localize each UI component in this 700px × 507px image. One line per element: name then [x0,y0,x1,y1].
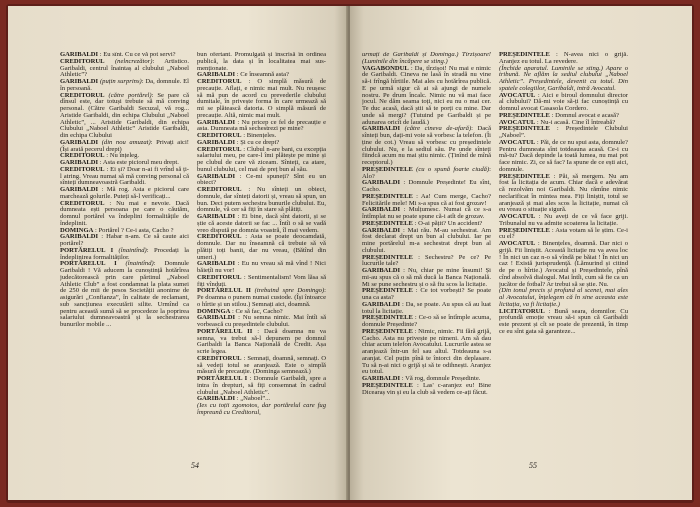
dialogue-text: : Nu mai e nevoie. Dacă dumneata ești persoana pe care o căutăm, domnul portărel va îndeplini formalitățile de îndeplinit. [60,199,189,227]
dialogue-line [197,356,326,376]
dialogue-line [499,66,628,93]
dialogue-line [499,288,628,308]
speaker-name: GARIBALDI [197,138,236,146]
speaker-name: GARIBALDI [60,78,99,85]
dialogue-text: : Domnule Președinte! Eu sînt, Cacho. [362,179,491,193]
speaker-name: VAGABONDUL [362,64,409,72]
dialogue-line [362,268,491,288]
dialogue-line [197,261,326,275]
dialogue-text: : O-ai pățit? Un accident? [414,219,483,227]
dialogue-text: : Ce-mi spuneți? Sînt eu un obiect? [197,172,326,187]
dialogue-text: : O simplă măsură de precauție. Aflați, e nimic mai mult. Nu reușesc să mă pun de acord cu prevederile clubului dumitale, în privește forma în care urmează să mi se plătească datoria. O simplă măsură de precauție. Altă, nimic mai mult. [197,78,326,119]
dialogue-line [197,315,326,329]
dialogue-text: : Dacă doamna nu va semna, va trebui să-l depunem pe domnul Garibaldi la Banca Națională de Credit. Așa scrie legea. [197,327,326,355]
stage-direction: (către cineva de-afară) [404,125,472,133]
speaker-name: CREDITORUL [60,152,105,160]
dialogue-text: : Domnule Garibaldi, spre a intra în drepturi, să fiți consemnat în cadrul clubului „Naboel Athletic”. [197,375,326,396]
dialogue-line [362,52,491,66]
stage-direction: (Închide aparatul. Luminile se sting.) Apare o tribună. Ne aflăm la sediul clubului „Naboel Athletic”. Președintele, devenit cu totul. Din spatele colegiilor, Garibaldi, intră Avocatul. [499,64,628,92]
dialogue-text: : Da, tîrzișoi! Nu mai e nimic de Garibaldi. Cineva ne lasă în stradă nu vine să-i frîngă hîrtiile. Mai ales cu hotărîrea publică. E pe urmă sigur că ai să ajungi de numele nostru. Pe drum încalc. Nimic nu vă mai face jocul. Ne dăm seama toți, nici eu nu o mai cer. Te duc acasă, dacă știi să te porți cu mine. Dar unde să mergi? (Tutuind pe Garibaldi și pe adunarea oricît de laudă.) [362,64,491,126]
dialogue-text: : Președintele Clubului „Naboel”. [499,125,628,139]
dialogue-text: : Alo? [362,165,491,180]
dialogue-line [499,140,628,174]
dialogue-line [197,187,326,214]
dialogue-line [499,309,628,336]
left-page-columns [60,52,326,456]
dialogue-line [60,234,189,248]
dialogue-text: : Mai rău. M-au sechestrat. Am fost declarat drept un bun al clubului. Iar pe mine portărelul m-a sechestrat drept bun al clubului. [362,226,491,254]
dialogue-text: : Nu pricep ce fel de precauție e asta. Dumneata mă sechestrezi pe mine? [197,118,326,133]
speaker-name: CREDITORUL [60,57,105,65]
dialogue-line [362,302,491,316]
page-number: 54 [191,461,199,470]
dialogue-line [362,167,491,181]
left-column-1 [60,52,189,456]
dialogue-line [499,228,628,242]
dialogue-text: : Ce tot vorbești? Se poate una ca asta? [362,287,491,301]
dialogue-line [60,187,189,201]
stage-direction: (puțin surprins) [99,78,142,85]
dialogue-text: : Păi, să mergem. Nu am fost la licitația de acum. Chiar dacă e adevărat că rezolvăm noi Garibaldi. Nu rămîne nimic neclarificat în mintea mea. Fiți liniștit, totul se aranjează și mai ales scos la licitație, numai că eu vreau o situație sigură. [499,172,628,214]
dialogue-line [60,59,189,79]
right-column-1 [362,52,491,456]
stage-direction: (Din tonul precis și profund al scenei, mai ales al Avocatului, înțelegem că în sine aceasta este licitația, va fi licitație.) [499,287,628,308]
speaker-name: GARIBALDI [60,52,99,58]
speaker-name: GARIBALDI [197,314,236,322]
dialogue-line [197,147,326,174]
dialogue-text: : Eu sînt. Cu ce vă pot servi? [99,52,176,58]
speaker-name: GARIBALDI [60,186,99,193]
speaker-name: GARIBALDI [197,118,236,126]
speaker-name: PREȘEDINTELE [362,192,413,200]
dialogue-line [499,174,628,215]
dialogue-line [60,93,189,140]
dialogue-line [499,93,628,113]
dialogue-text: bun ofertant. Promulgată și înscrisă în ordinea publică, la data și în localitatea mai sus-menționate. [197,52,326,72]
dialogue-line [60,261,189,329]
speaker-name: AVOCATUL [499,138,536,146]
speaker-name: GARIBALDI [197,172,236,180]
dialogue-line [197,329,326,356]
dialogue-text: : Ce înseamnă asta? [236,71,289,79]
dialogue-text: : Ce să fac, Cacho? [232,307,283,315]
stage-direction: (din nou amuzat) [101,138,151,146]
dialogue-text: : Procedați la îndeplinirea formalităților. [60,246,189,261]
dialogue-text: : Artistico. Garibaldi, centrul înaintaș al clubului „Naboel Athletic”? [60,57,189,79]
speaker-name: PREȘEDINTELE [362,327,413,335]
dialogue-text: : Aici e biroul domnului director al clubului? Dă-mi voie să-ți fac cunoștință cu domnul avocat Casasola Cordero. [499,91,628,112]
speaker-name: CREDITORUL [197,273,242,281]
speaker-name: GARIBALDI [60,159,99,166]
dialogue-text: : Ei bine, dacă sînt datorii, și se știe că aceste datorii se fac ... Întîi o să se vadă vreo dispută pe domnia voastră, îl mai vedem. [197,213,326,234]
speaker-name: CREDITORUL [197,145,242,153]
speaker-name: PREȘEDINTELE [499,111,550,119]
speaker-name: PREȘEDINTELE [362,314,413,322]
dialogue-line [362,126,491,167]
dialogue-text: : Ce-o să se întîmple acuma, domnule Președinte? [362,314,491,328]
dialogue-text: : Nu înțeleg. [106,152,140,160]
right-page-columns [362,52,628,456]
dialogue-text: : Portărel ? Ce-i asta, Cacho ? [95,226,174,234]
dialogue-text: : Asta se poate deocamdată, domnule. Dar nu înseamnă că trebuie să vă plătiți toți banii, dar nu vreau, (Bătînd din umeri.) [197,233,326,261]
speaker-name: GARIBALDI [362,206,401,214]
stage-direction: (înaintînd) [118,246,147,254]
speaker-name: GARIBALDI [362,300,401,308]
dialogue-text: : Semnați, doamnă, semnați. O să vedeți totul se aranjează. Este o simplă măsură de precauție. (Dominga semnează.) [197,354,326,376]
speaker-name: GARIBALDI [197,71,236,79]
dialogue-text: : Dacă sînteți bun, dați-mi voie să vorbesc la telefon. (Îi ține de cot.) Vreau să vorbesc cu președintele clubului. Nu, e la sediul său. Pe unde sînteți fiindcă acum nu mai știu nimic. (Ținînd de mînă receptorul.) [362,125,491,166]
dialogue-line [499,214,628,228]
dialogue-text: : Binențeles. [243,132,277,139]
speaker-name: CREDITORUL [60,165,105,173]
stage-direction: (cu o spună foarte ciudă) [416,165,490,173]
dialogue-line [197,288,326,308]
speaker-name: AVOCATUL [499,213,536,220]
speaker-name: PORTĂRELUL I [60,260,117,268]
speaker-name: CREDITORUL [197,233,242,241]
dialogue-line [197,376,326,396]
dialogue-text: : Bună seara, domnilor. Cu profundă emoție vreau să-i spun că Garibaldi este prezent și cît se poate de prezentă, în timp ce eu sînt gata să garanteze... [499,307,628,335]
dialogue-line [362,66,491,127]
dialogue-text: : Privați aici! (Își arată pecerul drept) [60,138,189,153]
dialogue-line [362,180,491,194]
open-book [6,4,694,503]
page-number: 55 [529,461,537,470]
speaker-name: PREȘEDINTELE [362,287,413,295]
dialogue-line [362,194,491,208]
dialogue-text: : Sentimentalism! Vom lăsa să fiți vînduți. [197,273,326,288]
dialogue-line [362,315,491,329]
dialogue-line [60,201,189,228]
dialogue-text: : Domnul avocat e acasă? [551,111,619,119]
speaker-name: PREȘEDINTELE [362,381,413,389]
left-column-2 [197,52,326,456]
speaker-name: PREȘEDINTELE [362,165,413,173]
dialogue-text: : N-avea nici o grijă. Aranjez eu totul. La revedere. [499,52,628,65]
dialogue-text: : Asta este piciorul meu drept. [99,159,179,166]
dialogue-text: : Nu-i acasă. Cine îl întreabă? [536,118,616,126]
speaker-name: PREȘEDINTELE [362,219,413,227]
speaker-name: PREȘEDINTELE [362,253,413,261]
dialogue-text: : Da, se poate. Au spus că au luat totul la licitație. [362,300,491,315]
speaker-name: CREDITORUL [197,132,242,139]
dialogue-text: : Păi, de ce nu spui asta, domnule? Pentru dumneata sînt totdeauna acasă. Ce-i cu mă-tu? Dacă depinde la toată lumea, nu mai pot face nimic. Zi, ce să fac? Ia spune de ce ești aici, domnule. [499,138,628,173]
speaker-name: PORTĂRELUL I [197,375,248,382]
speaker-name: LICITATORUL [499,307,545,315]
dialogue-line [362,288,491,302]
dialogue-text: : Eu nu vreau să mă vînd ! Nici băiețîi nu vor! [197,260,326,274]
dialogue-text: : Clubul n-are bani, cu excepția salariului meu, pe care-l îmi plătește pe mine și pe clubul de care vă ziceam. Sînteți, ca atare, bunul clubului, cel mai de preț bun al său. [197,145,326,173]
dialogue-text: : Binențeles, doamnă. Dar nici o grijă. Fii liniștit. Această licitație nu va avea loc ! În nici un caz n-o să vîndă pe băiat ! În nici un caz ! Există jurisprudență. (Lămurind și citind de pe o hîrtie.) Avocatul și Președintele, pînă cînd absolvă dialogul. Mai întîi, cum să fie ca un jucător de fotbal? Ar trebui să se știe. Nu. [499,240,628,288]
stage-direction: (înaintînd) [125,260,154,268]
speaker-name: PREȘEDINTELE [499,52,550,58]
dialogue-line [60,167,189,187]
dialogue-text: : Și cu ce drept? [236,138,280,146]
dialogue-text: : Mulțumesc. Numai că ce s-a întîmplat nu se poate spune că-i atît de grozav. [362,206,491,220]
dialogue-line [197,214,326,234]
dialogue-text: : Pe doamna o punem numai custode. (Își întoarce o hîrtie și un stilou.) Semnați aici, doamnă. [197,287,326,308]
dialogue-line [60,140,189,154]
right-column-2 [499,52,628,456]
speaker-name: CREDITORUL [197,354,242,362]
left-page [8,6,348,500]
dialogue-line [362,383,491,397]
dialogue-line [60,79,189,93]
dialogue-line [197,79,326,120]
dialogue-line [362,207,491,221]
speaker-name: PORTĂRELUL II [197,327,253,335]
speaker-name: DOMINGA [60,226,94,234]
dialogue-line [499,241,628,288]
dialogue-text: : Nu, chiar pe mine însumi! Și mi-au spus că o să mă ducă la Banca Națională. Mi se pune sechestru și o să fiu scos la licitație. [362,267,491,288]
speaker-name: AVOCATUL [499,118,536,126]
speaker-name: GARIBALDI [362,375,401,382]
dialogue-text: : Habar n-am. Ce să caute aici portărel? [60,233,189,247]
speaker-name: PORTĂRELUL I [60,246,114,254]
speaker-name: CREDITORUL [197,78,242,85]
dialogue-line [197,403,326,417]
speaker-name: PREȘEDINTELE [499,172,550,180]
speaker-name: GARIBALDI [362,267,401,274]
speaker-name: GARIBALDI [197,260,236,268]
right-page [350,6,692,500]
dialogue-text: : Nu sînteți un obiect, domnule, dar sînteți datorii și, vreau să spun, un bun. Deci putem sechestra bunurile clubului. Eu, domnule, vă cer să fiți în stare să plătiți. [197,186,326,214]
dialogue-line [362,228,491,255]
dialogue-line [197,52,326,72]
dialogue-text: : Aa! Cum merge, Cacho? Felicitările mele! Mi s-a spus că ai fost grozav! [362,192,491,207]
dialogue-text: : Las' c-aranjez eu! Bine Dicearaș vin și eu la club să vedem ce-ați făcut. [362,381,491,396]
speaker-name: AVOCATUL [499,240,536,247]
speaker-name: PREȘEDINTELE [499,125,550,133]
speaker-name: DOMINGA [197,307,231,315]
dialogue-text: : Vă rog, domnule Președinte. [401,375,481,382]
dialogue-text: : Se pare că dînsul este, dar totuși trebuie să mă conving personal. (Către Garibaldi Secuzal, vă rog... Aristide Garibaldi, din echipa Clubului „Naboel Athletic”, ... Aristide Garibaldi, din echipa Clubului „Naboel Athletic” Aristide Garibaldi, din echipa Clubului [60,91,189,139]
dialogue-text: : Sechestru? Pe ce? Pe lucrurile tale? [362,253,491,268]
speaker-name: GARIBALDI [60,138,99,146]
dialogue-line [499,126,628,140]
speaker-name: CREDITORUL [60,91,105,99]
speaker-name: PREȘEDINTELE [499,226,550,234]
stage-direction: (trebuind spre Domingo) [254,287,325,295]
stage-direction: (Ies cu toții zgomotos, dar portărelul care fug împreună cu Creditorul, [197,402,326,416]
speaker-name: CREDITORUL [60,199,105,207]
speaker-name: AVOCATUL [499,91,536,99]
dialogue-line [197,174,326,188]
dialogue-text: : Nimic, nimic. Fii fără grijă, Cacho. Asta nu privește pe nimeni. Am să dau chiar acum telefon Avocatului. Lucrurile astea se aranjează într-un fel sau altul. Totdeauna s-a aranjat. Cel puțin pînă te întorci din deplasare. Tu să n-ai nici o grijă și să te odihnești. Aranjez eu totul. [362,327,491,376]
dialogue-text: : Mă rog. Asta e piciorul care marchează golurile. Puteți să-l verificați... [60,186,189,200]
speaker-name: GARIBALDI [362,226,401,234]
speaker-name: GARIBALDI [197,395,236,403]
dialogue-line [362,255,491,269]
stage-direction: urmați de Garibaldi și Dominga.) Tîrzișoare! (Luminile din încăpere se sting.) [362,52,491,65]
dialogue-line [197,120,326,134]
dialogue-line [197,234,326,261]
speaker-name: GARIBALDI [60,233,99,241]
speaker-name: GARIBALDI [362,179,401,187]
speaker-name: GARIBALDI [197,213,236,220]
stage-direction: (către portărel) [108,91,152,99]
dialogue-text: : Da, domnule. El în persoană. [60,78,189,92]
dialogue-text: : „Naboel”... [236,395,271,403]
dialogue-text: : Asta votam să le știm. Ce-i cu el? [499,226,628,241]
stage-direction: (nelncrezător) [114,57,153,65]
dialogue-line [499,52,628,66]
dialogue-text: : Nu aveți de ce vă face griji. Tribunalul nu va admite scoaterea la licitație. [499,213,628,227]
speaker-name: PORTĂRELUL II [197,287,251,295]
dialogue-line [362,329,491,376]
dialogue-text: : Domnule Garibaldi ! Vă aducem la cunoștință hotărîrea judecătorească prin care părtinul „Naboel Athletic Club” a fost condamnat la plata sumei de 250 de mii de pesos Societății anonime de asigurări „Confianza”, în calitate de reclamant, sub sancțiunea executării silite. Urmînd ca pentru această sumă să se procedeze la poprirea salariului dumneavoastră și la sechestrarea bunurilor mobile ... [60,260,189,328]
dialogue-text: : Nu semna nimic. Mai întîi să vorbească cu președintele clubului. [197,314,326,328]
speaker-name: GARIBALDI [362,125,401,133]
dialogue-text: : Ei și? Doar n-ai fi vrînd să ți-l atring. Vreau numai să mă conving personal că sînteți dumneavoastră Garibaldi. [60,165,189,187]
speaker-name: CREDITORUL [197,186,242,193]
